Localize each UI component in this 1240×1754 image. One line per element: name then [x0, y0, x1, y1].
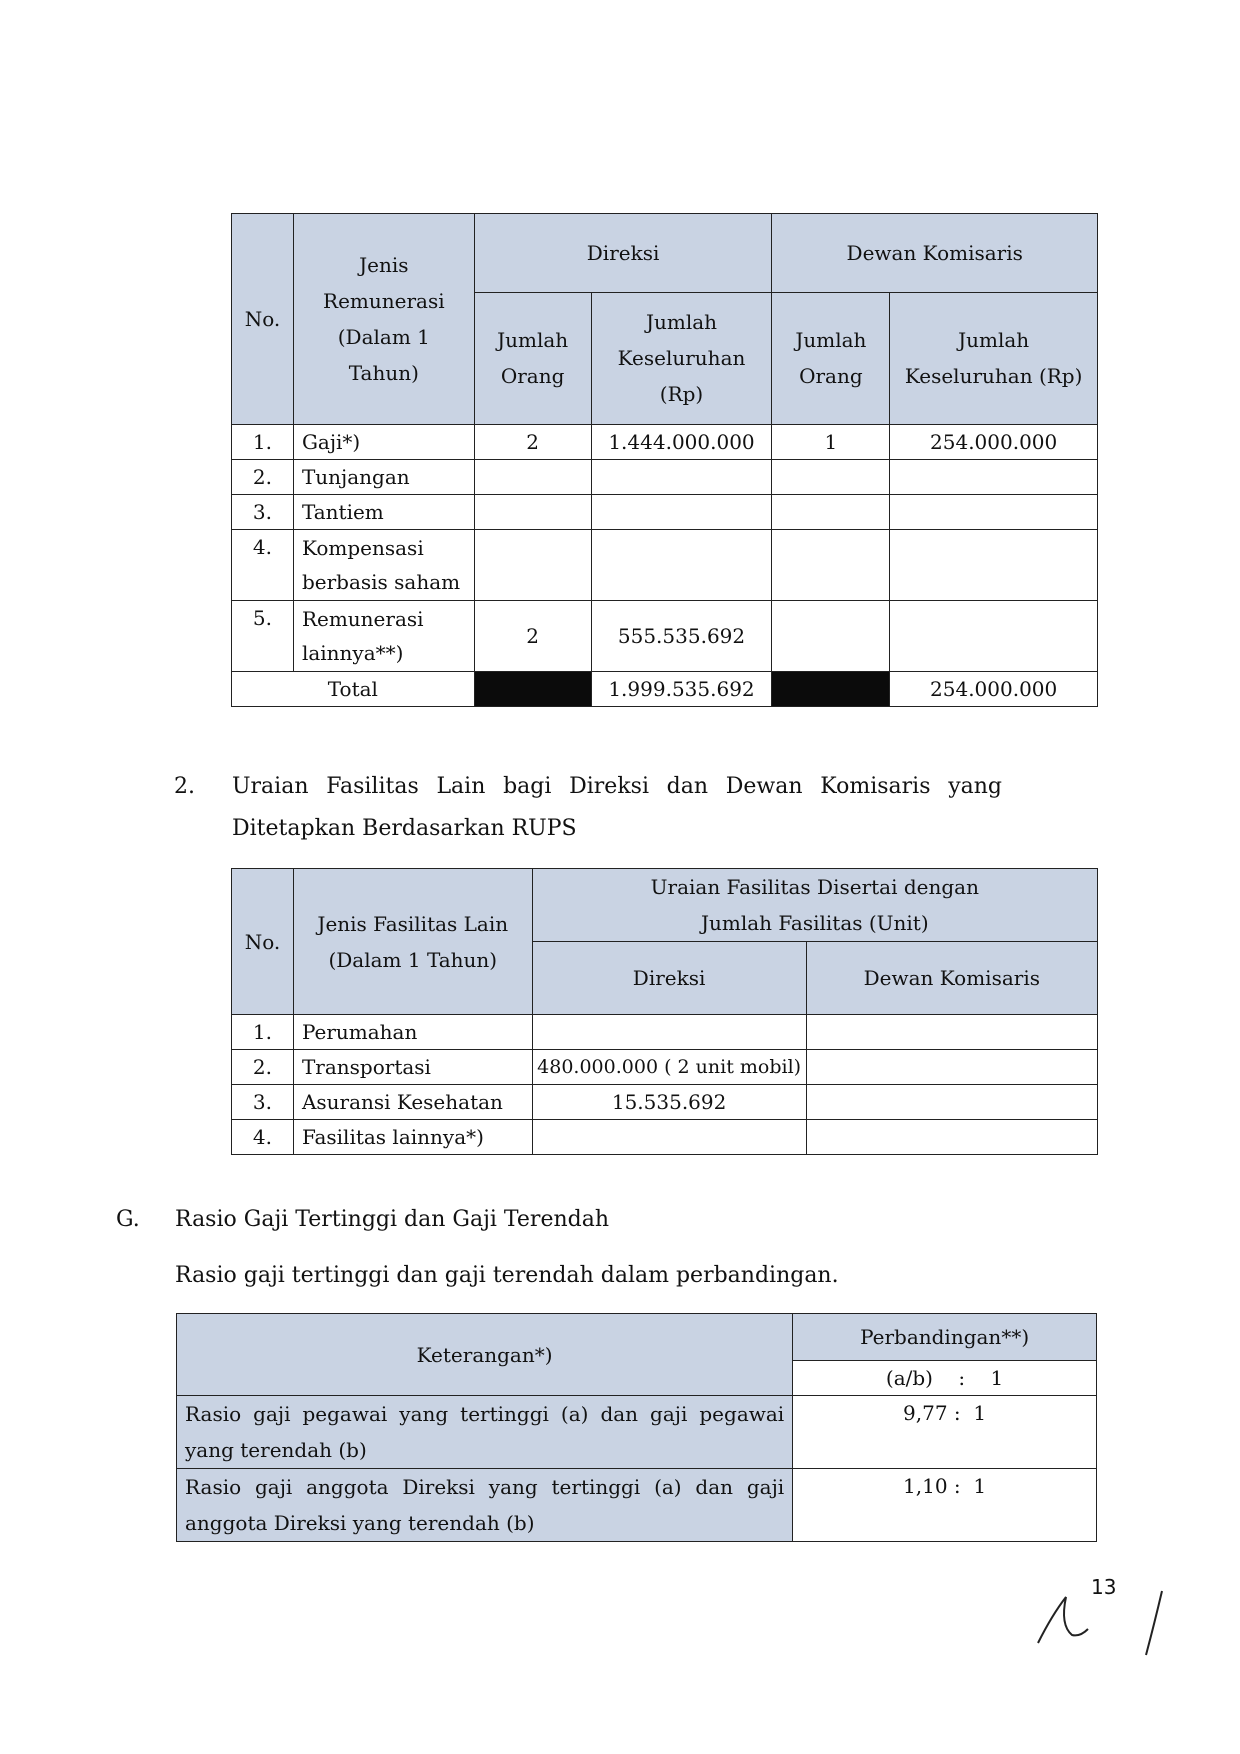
- row-jenis: Remunerasi lainnya**): [293, 601, 474, 672]
- section-number: 2.: [174, 774, 195, 799]
- row-direksi: [532, 1120, 806, 1155]
- header-dewan-komisaris: Dewan Komisaris: [806, 942, 1097, 1015]
- row-jenis: Fasilitas lainnya*): [293, 1120, 532, 1155]
- row-direksi-total: [591, 460, 772, 495]
- row-no: 2.: [232, 1050, 294, 1085]
- header-jenis-fasilitas: Jenis Fasilitas Lain (Dalam 1 Tahun): [293, 869, 532, 1015]
- header-ratio-label: (a/b) : 1: [793, 1361, 1097, 1396]
- row-jenis: Tantiem: [293, 495, 474, 530]
- row-direksi-orang: 2: [474, 425, 591, 460]
- row-direksi: 15.535.692: [532, 1085, 806, 1120]
- header-no: No.: [232, 214, 294, 425]
- table-row: [177, 1396, 1097, 1469]
- row-direksi-total: 1.444.000.000: [591, 425, 772, 460]
- row-no: 3.: [232, 1085, 294, 1120]
- total-label: Total: [232, 672, 475, 707]
- row-dewan-total: [890, 530, 1098, 601]
- row-dewan-total: [890, 460, 1098, 495]
- row-jenis: Transportasi: [293, 1050, 532, 1085]
- row-no: 5.: [232, 601, 294, 672]
- row-jenis: Kompensasi berbasis saham: [293, 530, 474, 601]
- section-letter: G.: [116, 1207, 140, 1232]
- header-direksi-jumlah-keseluruhan: Jumlah Keseluruhan (Rp): [591, 292, 772, 424]
- row-direksi-total: 555.535.692: [591, 601, 772, 672]
- row-no: 2.: [232, 460, 294, 495]
- row-no: 4.: [232, 1120, 294, 1155]
- header-direksi: Direksi: [474, 214, 772, 293]
- header-no: No.: [232, 869, 294, 1015]
- section-intro: Rasio gaji tertinggi dan gaji terendah dalam perbandingan.: [175, 1263, 839, 1288]
- row-dewan-orang: [772, 460, 890, 495]
- row-dewan-orang: [772, 530, 890, 601]
- row-dewan-total: 254.000.000: [890, 425, 1098, 460]
- redacted-cell: [474, 672, 591, 707]
- facilities-table: [231, 868, 1098, 1155]
- row-dewan-total: [890, 601, 1098, 672]
- row-direksi-total: [591, 530, 772, 601]
- table-row: [232, 1120, 1098, 1155]
- table-row: [232, 1085, 1098, 1120]
- header-dewan-jumlah-orang: Jumlah Orang: [772, 292, 890, 424]
- row-no: 1.: [232, 1015, 294, 1050]
- header-uraian-fasilitas: Uraian Fasilitas Disertai dengan Jumlah Fasilitas (Unit): [532, 869, 1097, 942]
- row-no: 3.: [232, 495, 294, 530]
- total-direksi: 1.999.535.692: [591, 672, 772, 707]
- table-row: [232, 425, 1098, 460]
- table-row: [177, 1469, 1097, 1542]
- row-keterangan: Rasio gaji pegawai yang tertinggi (a) dan gaji pegawai yang terendah (b): [177, 1396, 793, 1469]
- row-dewan: [806, 1050, 1097, 1085]
- row-no: 4.: [232, 530, 294, 601]
- header-dewan-komisaris: Dewan Komisaris: [772, 214, 1098, 293]
- row-keterangan: Rasio gaji anggota Direksi yang tertinggi (a) dan gaji anggota Direksi yang terendah (b): [177, 1469, 793, 1542]
- row-dewan: [806, 1015, 1097, 1050]
- redacted-cell: [772, 672, 890, 707]
- header-dewan-jumlah-keseluruhan: Jumlah Keseluruhan (Rp): [890, 292, 1098, 424]
- row-no: 1.: [232, 425, 294, 460]
- header-direksi-jumlah-orang: Jumlah Orang: [474, 292, 591, 424]
- row-direksi: [532, 1015, 806, 1050]
- table-row: [232, 530, 1098, 601]
- header-keterangan: Keterangan*): [177, 1314, 793, 1396]
- salary-ratio-table: [176, 1313, 1097, 1542]
- row-direksi-orang: 2: [474, 601, 591, 672]
- total-row: [232, 672, 1098, 707]
- row-jenis: Gaji*): [293, 425, 474, 460]
- page-number: 13: [1091, 1575, 1117, 1599]
- row-direksi-orang: [474, 495, 591, 530]
- table-row: [232, 1050, 1098, 1085]
- row-jenis: Perumahan: [293, 1015, 532, 1050]
- table-row: [232, 1015, 1098, 1050]
- row-direksi: 480.000.000 ( 2 unit mobil): [532, 1050, 806, 1085]
- initials-signature: [1030, 1575, 1180, 1675]
- total-dewan: 254.000.000: [890, 672, 1098, 707]
- row-dewan: [806, 1085, 1097, 1120]
- row-dewan-orang: 1: [772, 425, 890, 460]
- header-direksi: Direksi: [532, 942, 806, 1015]
- row-dewan-orang: [772, 601, 890, 672]
- row-dewan: [806, 1120, 1097, 1155]
- remuneration-table: [231, 213, 1098, 707]
- table-row: [232, 495, 1098, 530]
- row-direksi-orang: [474, 530, 591, 601]
- row-ratio: 9,77 : 1: [793, 1396, 1097, 1469]
- section-title: Uraian Fasilitas Lain bagi Direksi dan Dewan Komisaris yang Ditetapkan Berdasarkan RUPS: [232, 774, 1002, 841]
- table-row: [232, 460, 1098, 495]
- row-jenis: Asuransi Kesehatan: [293, 1085, 532, 1120]
- section-title: Rasio Gaji Tertinggi dan Gaji Terendah: [175, 1207, 609, 1232]
- row-dewan-orang: [772, 495, 890, 530]
- header-jenis-remunerasi: Jenis Remunerasi (Dalam 1 Tahun): [293, 214, 474, 425]
- row-direksi-orang: [474, 460, 591, 495]
- row-direksi-total: [591, 495, 772, 530]
- row-dewan-total: [890, 495, 1098, 530]
- row-jenis: Tunjangan: [293, 460, 474, 495]
- table-row: [232, 601, 1098, 672]
- row-ratio: 1,10 : 1: [793, 1469, 1097, 1542]
- header-perbandingan: Perbandingan**): [793, 1314, 1097, 1361]
